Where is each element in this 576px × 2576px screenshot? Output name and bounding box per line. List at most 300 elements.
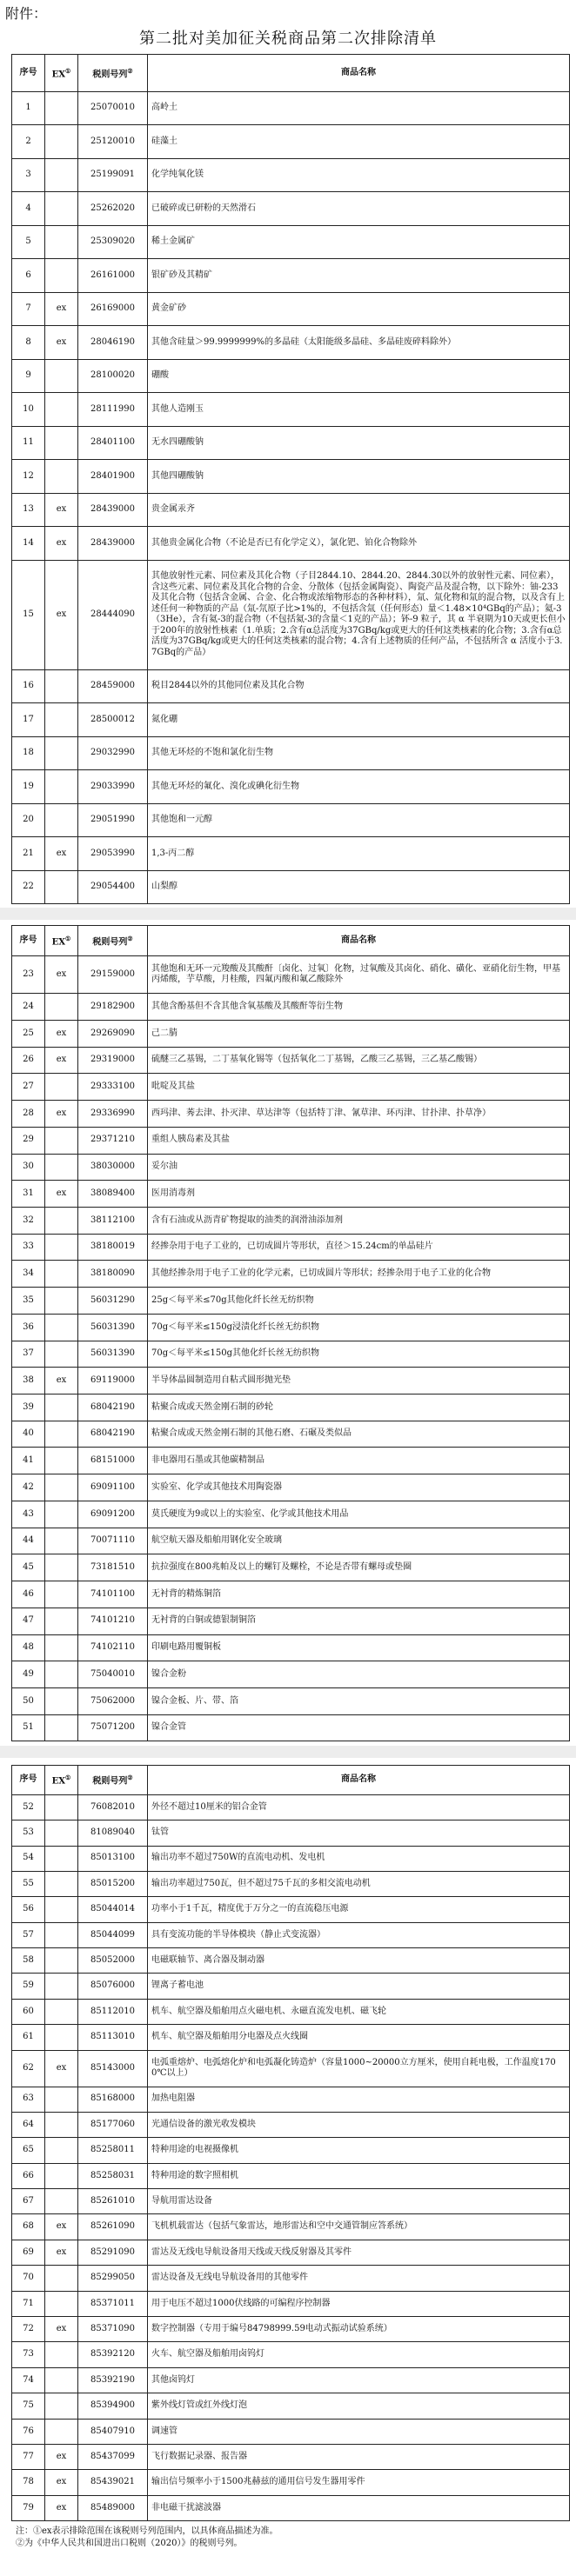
table-row [12, 1208, 570, 1235]
cell-seq: 21 [12, 837, 45, 871]
cell-code: 29159000 [78, 956, 148, 994]
table-row [12, 2189, 570, 2214]
cell-ex: ex [45, 2470, 78, 2495]
cell-name: 其他卤钨灯 [148, 2367, 570, 2393]
cell-name: 光通信设备的激光收发模块 [148, 2112, 570, 2137]
cell-code: 85168000 [78, 2087, 148, 2112]
cell-seq: 66 [12, 2163, 45, 2188]
cell-code: 85113010 [78, 2025, 148, 2050]
cell-code: 75071200 [78, 1714, 148, 1741]
cell-code: 69091100 [78, 1474, 148, 1501]
cell-name: 抗拉强度在800兆帕及以上的螺钉及螺栓，不论是否带有螺母或垫圈 [148, 1554, 570, 1581]
cell-seq: 43 [12, 1501, 45, 1528]
table-row [12, 2317, 570, 2342]
cell-code: 28444090 [78, 560, 148, 669]
cell-code: 68042190 [78, 1421, 148, 1448]
cell-name: 稀土金属矿 [148, 225, 570, 259]
table-row [12, 2291, 570, 2316]
cell-name: 其他放射性元素、同位素及其化合物（子目2844.10、2844.20、2844.30以外的放射性元素、同位素），含这些元素、同位素及其化合物的合金、分散体（包括金属陶瓷）、陶瓷产品及混合物，以下除外：铀-233及其化合物（包括含金属、合金、化合物或浓缩物形态的各种材料），氚、氚化物和氚的混合物，以及含有上述任何一种物质的产品（氚-氘原子比>1%的，不包括含氚（任何形态）量＜1.48×10⁴GBq的产品）；氦-3（3He），含有氦-3的混合物（不包括氦-3的含量＜1克的产品）；钚-9 粒子，其 α 半衰期为10天或更长但小于200年的放射性核素（1.单质；2.含有α总活度为37GBq/kg或更大的任何这类核素的化合物；3.含有α总活度为37GBq/kg或更大的任何这类核素的混合物；4.含有上述物质的任何产品，不包括所含 α 活度小于3.7GBq的产品） [148, 560, 570, 669]
cell-seq: 2 [12, 125, 45, 159]
cell-name: 输出功率超过750瓦，但不超过75千瓦的多相交流电动机 [148, 1871, 570, 1896]
table-row [12, 359, 570, 393]
cell-code: 70071110 [78, 1528, 148, 1554]
cell-name: 其他含酚基但不含其他含氧基酸及其酸酐等衍生物 [148, 994, 570, 1021]
cell-code: 25070010 [78, 91, 148, 125]
header-ex [45, 55, 78, 92]
cell-code: 68042190 [78, 1395, 148, 1421]
cell-code: 85371011 [78, 2291, 148, 2316]
cell-code: 28111990 [78, 393, 148, 427]
cell-name: 机车、航空器及船舶用分电器及点火线圈 [148, 2025, 570, 2050]
cell-seq: 65 [12, 2138, 45, 2163]
cell-name: 己二腈 [148, 1020, 570, 1047]
cell-ex: ex [45, 493, 78, 527]
table-row [12, 1421, 570, 1448]
cell-seq: 46 [12, 1581, 45, 1608]
table-row [12, 837, 570, 871]
table-row [12, 125, 570, 159]
cell-ex [45, 2342, 78, 2367]
header-seq: 序号 [12, 55, 45, 92]
table-row [12, 2087, 570, 2112]
cell-seq: 16 [12, 669, 45, 703]
table-row [12, 225, 570, 259]
cell-code: 38089400 [78, 1181, 148, 1208]
cell-ex [45, 1634, 78, 1661]
cell-ex [45, 393, 78, 427]
header-ex-label: EX [51, 936, 66, 947]
cell-name: 高岭土 [148, 91, 570, 125]
cell-seq: 44 [12, 1528, 45, 1554]
cell-ex [45, 2025, 78, 2050]
cell-code: 85261010 [78, 2189, 148, 2214]
cell-code: 28046190 [78, 326, 148, 360]
cell-ex [45, 1661, 78, 1688]
cell-name: 黄金矿砂 [148, 292, 570, 326]
cell-ex [45, 1154, 78, 1181]
cell-name: 经掺杂用于电子工业的，已切成圆片等形状，直径＞15.24cm的单晶硅片 [148, 1234, 570, 1261]
cell-name: 70g＜每平米≤150g其他化纤长丝无纺织物 [148, 1341, 570, 1368]
cell-seq: 51 [12, 1714, 45, 1741]
cell-seq: 57 [12, 1922, 45, 1947]
exclusion-table [11, 925, 570, 1741]
cell-seq: 30 [12, 1154, 45, 1181]
cell-code: 28500012 [78, 703, 148, 737]
table-row [12, 2393, 570, 2419]
cell-ex [45, 192, 78, 226]
table-row [12, 1581, 570, 1608]
cell-ex [45, 426, 78, 460]
cell-code: 29053990 [78, 837, 148, 871]
cell-code: 85044099 [78, 1922, 148, 1947]
table-row [12, 1288, 570, 1315]
cell-ex [45, 1897, 78, 1922]
cell-name: 用于电压不超过1000伏线路的可编程序控制器 [148, 2291, 570, 2316]
cell-name: 其他饱和一元醇 [148, 803, 570, 837]
cell-ex [45, 2112, 78, 2137]
cell-seq: 67 [12, 2189, 45, 2214]
cell-name: 硼酸 [148, 359, 570, 393]
cell-seq: 68 [12, 2214, 45, 2240]
cell-name: 钛管 [148, 1821, 570, 1846]
table-row [12, 91, 570, 125]
cell-code: 28100020 [78, 359, 148, 393]
cell-name: 镍合金板、片、带、箔 [148, 1687, 570, 1714]
cell-ex [45, 1581, 78, 1608]
table-page-3 [11, 1765, 569, 2521]
cell-name: 火车、航空器及船舶用卤钨灯 [148, 2342, 570, 2367]
cell-ex: ex [45, 1368, 78, 1395]
cell-seq: 39 [12, 1395, 45, 1421]
header-name: 商品名称 [148, 926, 570, 956]
cell-name: 妥尔油 [148, 1154, 570, 1181]
cell-seq: 15 [12, 560, 45, 669]
cell-name: 锂离子蓄电池 [148, 1974, 570, 1999]
cell-seq: 27 [12, 1074, 45, 1101]
cell-name: 非电磁干扰滤波器 [148, 2495, 570, 2520]
cell-seq: 60 [12, 1999, 45, 2024]
cell-name: 外径不超过10厘米的铝合金管 [148, 1794, 570, 1820]
cell-seq: 78 [12, 2470, 45, 2495]
cell-seq: 64 [12, 2112, 45, 2137]
cell-seq: 45 [12, 1554, 45, 1581]
table-row [12, 770, 570, 804]
cell-ex [45, 1314, 78, 1341]
cell-ex: ex [45, 956, 78, 994]
table-header-row [12, 55, 570, 92]
cell-name: 其他饱和无环一元羧酸及其酸酐〔卤化、过氧〕化物，过氧酸及其卤化、硝化、磺化、亚硝化衍生物，甲基丙烯酸，芋草酸，月桂酸，四氟丙酸和氟乙酸除外 [148, 956, 570, 994]
footnote: 注：①ex表示排除范围在该税则号列范围内，以具体商品描述为准。 [16, 2526, 278, 2536]
cell-name: 硫醚三乙基锡，二丁基氧化锡等（包括氧化二丁基锡，乙酸三乙基锡，三乙基乙酸锡） [148, 1047, 570, 1074]
header-name: 商品名称 [148, 55, 570, 92]
cell-ex [45, 1448, 78, 1474]
table-row [12, 2367, 570, 2393]
cell-ex [45, 2419, 78, 2444]
cell-name: 特种用途的电视摄像机 [148, 2138, 570, 2163]
table-row [12, 1261, 570, 1288]
cell-name: 雷达设备及无线电导航设备用的其他零件 [148, 2266, 570, 2291]
cell-name: 电磁联轴节、离合器及制动器 [148, 1948, 570, 1974]
cell-ex [45, 1974, 78, 1999]
table-row [12, 1501, 570, 1528]
cell-seq: 11 [12, 426, 45, 460]
cell-ex [45, 1846, 78, 1871]
table-row [12, 1999, 570, 2024]
cell-ex [45, 1474, 78, 1501]
cell-seq: 33 [12, 1234, 45, 1261]
table-row [12, 2025, 570, 2050]
cell-code: 85407910 [78, 2419, 148, 2444]
cell-name: 功率小于1千瓦，精度优于万分之一的直流稳压电源 [148, 1897, 570, 1922]
cell-code: 28439000 [78, 527, 148, 561]
cell-code: 29032990 [78, 736, 148, 770]
cell-name: 特种用途的数字照相机 [148, 2163, 570, 2188]
cell-code: 75062000 [78, 1687, 148, 1714]
cell-name: 印刷电路用覆铜板 [148, 1634, 570, 1661]
cell-ex [45, 994, 78, 1021]
header-code [78, 926, 148, 956]
cell-ex [45, 1794, 78, 1820]
cell-code: 25309020 [78, 225, 148, 259]
cell-seq: 47 [12, 1608, 45, 1634]
cell-name: 70g＜每平米≤150g浸渍化纤长丝无纺织物 [148, 1314, 570, 1341]
cell-seq: 36 [12, 1314, 45, 1341]
cell-code: 74102110 [78, 1634, 148, 1661]
cell-name: 其他四硼酸钠 [148, 460, 570, 494]
table-row [12, 527, 570, 561]
cell-name: 无衬背的白铜或德银制铜箔 [148, 1608, 570, 1634]
cell-ex: ex [45, 2050, 78, 2087]
footnote: ②为《中华人民共和国进出口税则（2020）》的税则号列。 [16, 2539, 243, 2548]
cell-code: 38180090 [78, 1261, 148, 1288]
header-ex-label: EX [51, 1776, 66, 1787]
exclusion-table [11, 1765, 570, 2521]
table-row [12, 1181, 570, 1208]
cell-seq: 10 [12, 393, 45, 427]
header-code-label: 税则号列 [92, 936, 128, 947]
cell-seq: 40 [12, 1421, 45, 1448]
table-row [12, 1714, 570, 1741]
table-row [12, 803, 570, 837]
cell-code: 29051990 [78, 803, 148, 837]
cell-code: 85112010 [78, 1999, 148, 2024]
table-row [12, 493, 570, 527]
cell-ex: ex [45, 560, 78, 669]
cell-name: 紫外线灯管或红外线灯泡 [148, 2393, 570, 2419]
cell-name: 其他贵金属化合物（不论是否已有化学定义），氯化钯、铂化合物除外 [148, 527, 570, 561]
cell-ex [45, 703, 78, 737]
table-row [12, 259, 570, 293]
table-row [12, 1897, 570, 1922]
cell-code: 25199091 [78, 158, 148, 192]
cell-ex [45, 259, 78, 293]
cell-code: 85258031 [78, 2163, 148, 2188]
table-row [12, 1528, 570, 1554]
cell-name: 西玛津、莠去津、扑灭津、草达津等（包括特丁津、氰草津、环丙津、甘扑津、扑草净） [148, 1101, 570, 1128]
cell-seq: 42 [12, 1474, 45, 1501]
cell-code: 85052000 [78, 1948, 148, 1974]
cell-code: 85299050 [78, 2266, 148, 2291]
cell-name: 氮化硼 [148, 703, 570, 737]
header-ex [45, 926, 78, 956]
cell-seq: 12 [12, 460, 45, 494]
table-row [12, 1341, 570, 1368]
cell-seq: 59 [12, 1974, 45, 1999]
table-row [12, 2214, 570, 2240]
cell-code: 29336990 [78, 1101, 148, 1128]
cell-code: 85439021 [78, 2470, 148, 2495]
table-row [12, 460, 570, 494]
cell-seq: 52 [12, 1794, 45, 1820]
cell-name: 镍合金粉 [148, 1661, 570, 1688]
table-row [12, 2050, 570, 2087]
cell-code: 68151000 [78, 1448, 148, 1474]
table-row [12, 2419, 570, 2444]
footnotes [16, 2526, 278, 2550]
cell-ex [45, 2367, 78, 2393]
table-row [12, 2240, 570, 2265]
table-row [12, 192, 570, 226]
cell-code: 76082010 [78, 1794, 148, 1820]
table-row [12, 1314, 570, 1341]
cell-code: 85392190 [78, 2367, 148, 2393]
cell-seq: 58 [12, 1948, 45, 1974]
cell-ex [45, 1608, 78, 1634]
cell-ex [45, 1395, 78, 1421]
cell-ex [45, 1999, 78, 2024]
cell-code: 85489000 [78, 2495, 148, 2520]
cell-seq: 13 [12, 493, 45, 527]
cell-ex [45, 1687, 78, 1714]
table-row [12, 1661, 570, 1688]
cell-seq: 22 [12, 870, 45, 904]
cell-ex [45, 2087, 78, 2112]
table-page-1 [11, 54, 569, 904]
cell-seq: 63 [12, 2087, 45, 2112]
cell-ex: ex [45, 1101, 78, 1128]
header-ex-note: ① [65, 934, 71, 942]
header-ex-note: ① [65, 66, 71, 75]
cell-code: 25120010 [78, 125, 148, 159]
cell-seq: 8 [12, 326, 45, 360]
cell-ex [45, 770, 78, 804]
cell-code: 85015200 [78, 1871, 148, 1896]
table-row [12, 1047, 570, 1074]
cell-ex [45, 2291, 78, 2316]
cell-ex: ex [45, 1020, 78, 1047]
cell-name: 雷达及无线电导航设备用天线或天线反射器及其零件 [148, 2240, 570, 2265]
cell-code: 38180019 [78, 1234, 148, 1261]
cell-ex: ex [45, 2317, 78, 2342]
cell-seq: 72 [12, 2317, 45, 2342]
cell-name: 其他无环烃的氟化、溴化或碘化衍生物 [148, 770, 570, 804]
table-row [12, 1846, 570, 1871]
cell-seq: 49 [12, 1661, 45, 1688]
cell-code: 73181510 [78, 1554, 148, 1581]
table-row [12, 1101, 570, 1128]
cell-ex: ex [45, 2495, 78, 2520]
cell-name: 其他人造刚玉 [148, 393, 570, 427]
cell-seq: 76 [12, 2419, 45, 2444]
table-row [12, 1368, 570, 1395]
cell-ex [45, 359, 78, 393]
cell-code: 26169000 [78, 292, 148, 326]
cell-ex [45, 736, 78, 770]
cell-ex [45, 2266, 78, 2291]
table-row [12, 2112, 570, 2137]
cell-seq: 73 [12, 2342, 45, 2367]
cell-ex [45, 1714, 78, 1741]
cell-seq: 55 [12, 1871, 45, 1896]
cell-code: 28439000 [78, 493, 148, 527]
cell-seq: 77 [12, 2444, 45, 2469]
cell-ex: ex [45, 2214, 78, 2240]
cell-seq: 79 [12, 2495, 45, 2520]
cell-name: 1,3-丙二醇 [148, 837, 570, 871]
cell-name: 飞机机载雷达（包括气象雷达，地形雷达和空中交通管制应答系统） [148, 2214, 570, 2240]
cell-code: 81089040 [78, 1821, 148, 1846]
cell-seq: 74 [12, 2367, 45, 2393]
cell-name: 其他无环烃的不饱和氯化衍生物 [148, 736, 570, 770]
cell-ex: ex [45, 326, 78, 360]
table-row [12, 736, 570, 770]
cell-seq: 31 [12, 1181, 45, 1208]
cell-ex [45, 1871, 78, 1896]
cell-code: 56031390 [78, 1341, 148, 1368]
cell-code: 29333100 [78, 1074, 148, 1101]
cell-name: 镍合金管 [148, 1714, 570, 1741]
cell-seq: 53 [12, 1821, 45, 1846]
table-row [12, 1922, 570, 1947]
cell-name: 含有石油或从沥青矿物提取的油类的润滑油添加剂 [148, 1208, 570, 1235]
header-code-note: ② [127, 66, 133, 75]
header-ex-label: EX [51, 69, 66, 79]
cell-name: 其他经掺杂用于电子工业的化学元素，已切成圆片等形状；经掺杂用于电子工业的化合物 [148, 1261, 570, 1288]
cell-ex [45, 1421, 78, 1448]
table-row [12, 1474, 570, 1501]
cell-code: 29182900 [78, 994, 148, 1021]
cell-ex [45, 225, 78, 259]
cell-name: 具有变流功能的半导体模块（静止式变流器） [148, 1922, 570, 1947]
cell-ex [45, 91, 78, 125]
cell-code: 85177060 [78, 2112, 148, 2137]
cell-code: 85044014 [78, 1897, 148, 1922]
cell-ex [45, 669, 78, 703]
cell-seq: 37 [12, 1341, 45, 1368]
table-page-2 [11, 925, 569, 1741]
cell-code: 25262020 [78, 192, 148, 226]
table-row [12, 1948, 570, 1974]
cell-seq: 71 [12, 2291, 45, 2316]
cell-name: 飞行数据记录器、报告器 [148, 2444, 570, 2469]
cell-ex [45, 1261, 78, 1288]
cell-seq: 62 [12, 2050, 45, 2087]
cell-seq: 5 [12, 225, 45, 259]
table-row [12, 2342, 570, 2367]
table-row [12, 158, 570, 192]
cell-seq: 9 [12, 359, 45, 393]
cell-name: 航空航天器及船舶用钢化安全玻璃 [148, 1528, 570, 1554]
cell-code: 74101210 [78, 1608, 148, 1634]
cell-ex [45, 1501, 78, 1528]
header-code [78, 55, 148, 92]
cell-seq: 1 [12, 91, 45, 125]
cell-ex [45, 1554, 78, 1581]
header-code [78, 1766, 148, 1795]
table-row [12, 2138, 570, 2163]
cell-name: 吡啶及其盐 [148, 1074, 570, 1101]
header-ex-note: ① [65, 1773, 71, 1781]
cell-code: 75040010 [78, 1661, 148, 1688]
cell-code: 28401900 [78, 460, 148, 494]
header-name: 商品名称 [148, 1766, 570, 1795]
cell-ex [45, 1234, 78, 1261]
cell-name: 莫氏硬度为9或以上的实验室、化学或其他技术用品 [148, 1501, 570, 1528]
cell-code: 29033990 [78, 770, 148, 804]
cell-name: 已破碎或已研粉的天然滑石 [148, 192, 570, 226]
cell-name: 加热电阻器 [148, 2087, 570, 2112]
cell-seq: 41 [12, 1448, 45, 1474]
cell-code: 29054400 [78, 870, 148, 904]
cell-name: 贵金属汞齐 [148, 493, 570, 527]
cell-seq: 19 [12, 770, 45, 804]
table-header-row [12, 1766, 570, 1795]
cell-code: 85013100 [78, 1846, 148, 1871]
cell-seq: 25 [12, 1020, 45, 1047]
cell-ex [45, 2163, 78, 2188]
table-row [12, 1687, 570, 1714]
cell-name: 硅藻土 [148, 125, 570, 159]
